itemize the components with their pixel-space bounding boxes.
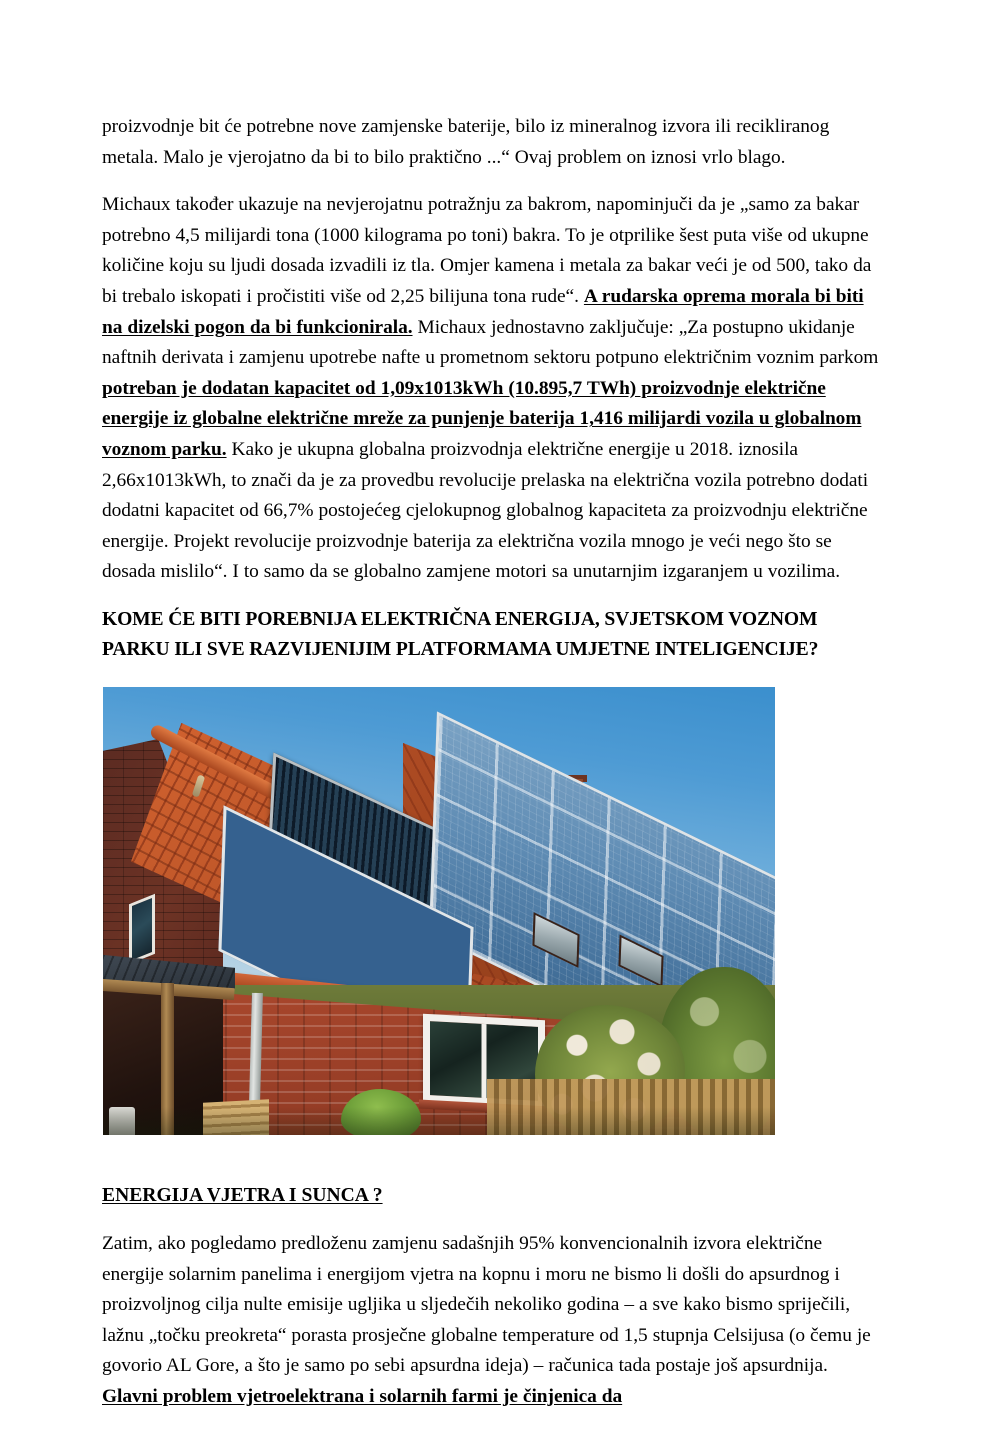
- paragraph-2-run-5: Kako je ukupna globalna proizvodnja električne energije u 2018. iznosila 2,66x1013kWh, to znači da je za provedbu revolucije prelaska na električna vozila potrebno dodati dodatni kapacitet od 66,7% postojećeg cjelokupnog globalnog kapaciteta za proizvodnju električne energije. Projekt revolucije proizvodnje baterija za električna vozila mnogo je veći nego što se dosada mislilo“. I to samo da se globalno zamjene motori sa unutarnjim izgaranjem u vozilima.: [102, 438, 869, 583]
- paragraph-2: [102, 190, 888, 588]
- paragraph-3-emphasis-1: Glavni problem vjetroelektrana i solarnih farmi je činjenica da: [102, 1385, 623, 1407]
- paragraph-3: [102, 1229, 888, 1413]
- paragraph-2-emphasis-2: potreban je dodatan kapacitet od 1,09x1013kWh (10.895,7 TWh) proizvodnje električne energije iz globalne električne mreže za punjenje baterija 1,416 milijardi vozila u globalnom voznom parku.: [102, 377, 862, 460]
- solar-house-photo: [103, 687, 775, 1135]
- gable-window: [129, 894, 155, 965]
- paragraph-2-emphasis-1: A rudarska oprema morala bi biti na dizelski pogon da bi funkcionirala.: [102, 285, 864, 338]
- document-content: [102, 112, 888, 1412]
- paragraph-3-run-1: Zatim, ako pogledamo predloženu zamjenu sadašnjih 95% konvencionalnih izvora električne energije solarnim panelima i energijom vjetra na kopnu i moru ne bismo li došli do apsurdnog i proizvoljnog cilja nulte emisije ugljika u sljedečih nekoliko godina – a sve kako bismo spriječili, lažnu „točku preokreta“ porasta prosječne globalne temperature od 1,5 stupnja Celsijusa (o čemu je govorio AL Gore, a što je samo po sebi apsurdna ideja) – računica tada postaje još apsurdnija.: [102, 1232, 871, 1377]
- heading-spacer: [102, 1211, 888, 1229]
- paragraph-2-run-1: Michaux također ukazuje na nevjerojatnu potražnju za bakrom, napominjuči da je „samo za bakar potrebno 4,5 milijardi tona (1000 kilograma po toni) bakra. To je otprilike šest puta više od ukupne količine koju su ljudi dosada izvadili iz tla. Omjer kamena i metala za bakar veći je od 500, tako da bi trebalo iskopati i pročistiti više od 2,25 bilijuna tona rude“.: [102, 194, 872, 307]
- paragraph-2-run-3: Michaux jednostavno zaključuje: „Za postupno ukidanje naftnih derivata i zamjenu upotrebe nafte u prometnom sektoru potpuno električnim voznim parkom: [102, 316, 879, 369]
- section-heading-ai-energy: KOME ĆE BITI POREBNIJA ELEKTRIČNA ENERGIJA, SVJETSKOM VOZNOM PARKU ILI SVE RAZVIJENIJIM PLATFORMAMA UMJETNE INTELIGENCIJE?: [102, 608, 819, 661]
- paragraph-1: proizvodnje bit će potrebne nove zamjenske baterije, bilo iz mineralnog izvora ili recikliranog metala. Malo je vjerojatno da bi to bilo praktično ...“ Ovaj problem on iznosi vrlo blago.: [102, 116, 830, 168]
- photo-canvas: [103, 687, 775, 1135]
- figure-spacer: [102, 1135, 888, 1181]
- foreground-shadow: [103, 1107, 775, 1135]
- sub-heading-wind-solar: ENERGIJA VJETRA I SUNCA ?: [102, 1184, 383, 1206]
